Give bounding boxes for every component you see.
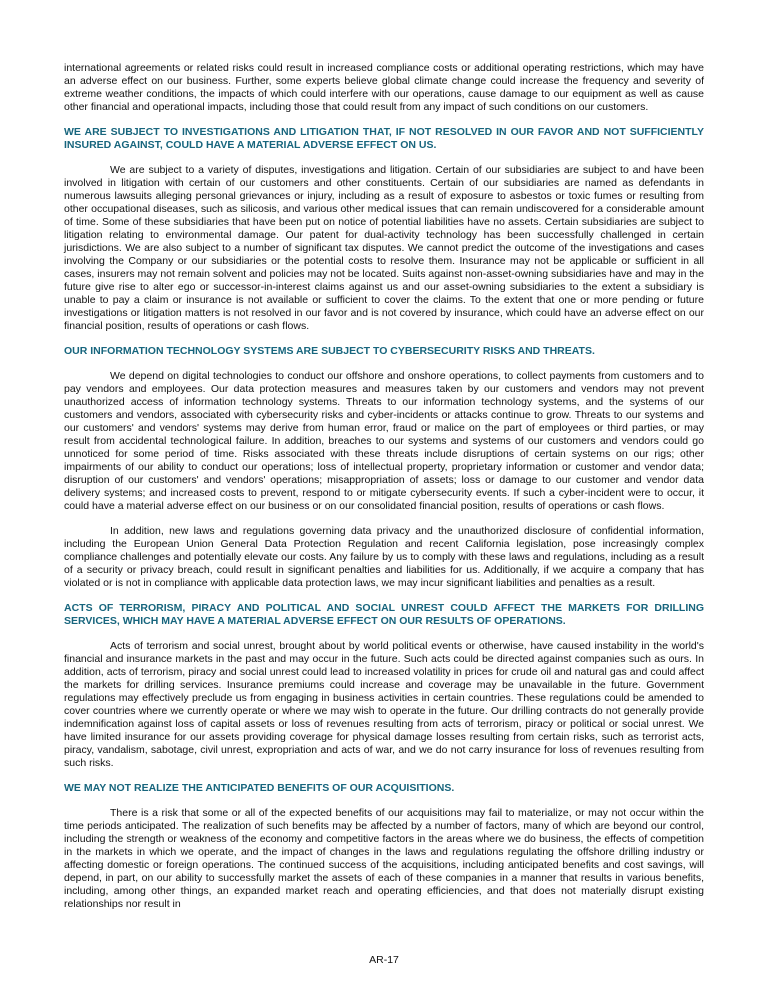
heading-cybersecurity-risks: OUR INFORMATION TECHNOLOGY SYSTEMS ARE SUBJECT TO CYBERSECURITY RISKS AND THREATS. bbox=[64, 345, 595, 357]
page-number: AR-17 bbox=[369, 954, 399, 966]
paragraph-acquisition-risk: There is a risk that some or all of the expected benefits of our acquisitions may fail to materialize, or may not occur within the time periods anticipated. The realization of such benefits may be affected by a number of factors, many of which are beyond our control, including the strength or weakness of the economy and competitive factors in the areas where we do business, the effects of competition in the markets in which we operate, and the impact of changes in the laws and regulations regulating the offshore drilling industry or affecting domestic or foreign operations. The continued success of the acquisitions, including anticipated benefits and cost savings, will depend, in part, on our ability to successfully market the assets of each of these companies in a manner that results in various benefits, including, among other things, an expanded market reach and operating efficiencies, and that does not materially disrupt existing relationships nor result in bbox=[64, 807, 704, 910]
paragraph-litigation-risk: We are subject to a variety of disputes, investigations and litigation. Certain of our subsidiaries are subject to and have been involved in litigation with certain of our customers and other constituents. Certain of our subsidiaries are named as defendants in numerous lawsuits alleging personal grievances or injury, including as a result of exposure to asbestos or toxic fumes or resulting from other occupational diseases, such as silicosis, and various other medical issues that can remain undiscovered for a considerable amount of time. Some of these subsidiaries that have been put on notice of potential liabilities have no assets. Certain subsidiaries are subject to litigation relating to environmental damage. Our patent for dual-activity technology has been successfully challenged in certain jurisdictions. We are also subject to a number of significant tax disputes. We cannot predict the outcome of the investigations and cases involving the Company or our subsidiaries or the potential costs to resolve them. Insurance may not be applicable or sufficient in all cases, insurers may not remain solvent and policies may not be located. Suits against non-asset-owning subsidiaries have and may in the future give rise to alter ego or successor-in-interest claims against us and our asset-owning subsidiaries to the extent a subsidiary is unable to pay a claim or insurance is not available or sufficient to cover the claims. To the extent that one or more pending or future investigations or litigation matters is not resolved in our favor and is not covered by insurance, which could have an adverse effect on our financial position, results of operations or cash flows. bbox=[64, 164, 704, 332]
heading-terrorism-piracy-unrest: ACTS OF TERRORISM, PIRACY AND POLITICAL AND SOCIAL UNREST COULD AFFECT THE MARKETS FOR DRILLING SERVICES, WHICH MAY HAVE A MATERIAL ADVERSE EFFECT ON OUR RESULTS OF OPERATIONS. bbox=[64, 602, 704, 627]
paragraph-cybersecurity-threats: We depend on digital technologies to conduct our offshore and onshore operations, to collect payments from customers and to pay vendors and employees. Our data protection measures and measures taken by our customers and vendors may not prevent unauthorized access of information technology systems. Threats to our information technology systems, and the systems of our customers and vendors, associated with cybersecurity risks and cyber-incidents or attacks continue to grow. Threats to our systems and our customers' and vendors' systems may derive from human error, fraud or malice on the part of employees or third parties, or may result from accidental technological failure. In addition, breaches to our systems and systems of our customers and vendors could go unnoticed for some period of time. Risks associated with these threats include disruptions of certain systems on our rigs; other impairments of our ability to conduct our operations; loss of intellectual property, proprietary information or customer and vendor data; disruption of our customers' and vendors' operations; misappropriation of assets; loss or damage to our customer and vendor data delivery systems; and increased costs to prevent, respond to or mitigate cybersecurity events. If such a cyber-incident were to occur, it could have a material adverse effect on our business or on our consolidated financial position, results of operations or cash flows. bbox=[64, 370, 704, 512]
paragraph-climate-continuation: international agreements or related risks could result in increased compliance costs or additional operating restrictions, which may have an adverse effect on our business. Further, some experts believe global climate change could increase the frequency and severity of extreme weather conditions, the impacts of which could interfere with our operations, cause damage to our equipment as well as cause other financial and operational impacts, including those that could result from any impact of such conditions on our customers. bbox=[64, 62, 704, 113]
heading-acquisition-benefits: WE MAY NOT REALIZE THE ANTICIPATED BENEFITS OF OUR ACQUISITIONS. bbox=[64, 782, 455, 794]
heading-investigations-litigation: WE ARE SUBJECT TO INVESTIGATIONS AND LITIGATION THAT, IF NOT RESOLVED IN OUR FAVOR AND NOT SUFFICIENTLY INSURED AGAINST, COULD HAVE A MATERIAL ADVERSE EFFECT ON US. bbox=[64, 126, 704, 151]
paragraph-data-privacy-laws: In addition, new laws and regulations governing data privacy and the unauthorized disclosure of confidential information, including the European Union General Data Protection Regulation and recent California legislation, pose increasingly complex compliance challenges and potentially elevate our costs. Any failure by us to comply with these laws and regulations, including as a result of a security or privacy breach, could result in significant penalties and liabilities for us. Additionally, if we acquire a company that has violated or is not in compliance with applicable data protection laws, we may incur significant liabilities and penalties as a result. bbox=[64, 525, 704, 589]
paragraph-terrorism-risk: Acts of terrorism and social unrest, brought about by world political events or otherwise, have caused instability in the world's financial and insurance markets in the past and may occur in the future. Such acts could be directed against companies such as ours. In addition, acts of terrorism, piracy and social unrest could lead to increased volatility in prices for crude oil and natural gas and could affect the markets for drilling services. Insurance premiums could increase and coverage may be unavailable in the future. Government regulations may effectively preclude us from engaging in business activities in certain countries. These regulations could be amended to cover countries where we currently operate or where we may wish to operate in the future. Our drilling contracts do not generally provide indemnification against loss of capital assets or loss of revenues resulting from acts of terrorism, piracy or political or social unrest. We have limited insurance for our assets providing coverage for physical damage losses resulting from certain risks, such as terrorist acts, piracy, vandalism, sabotage, civil unrest, expropriation and acts of war, and we do not carry insurance for loss of revenues resulting from such risks. bbox=[64, 640, 704, 769]
